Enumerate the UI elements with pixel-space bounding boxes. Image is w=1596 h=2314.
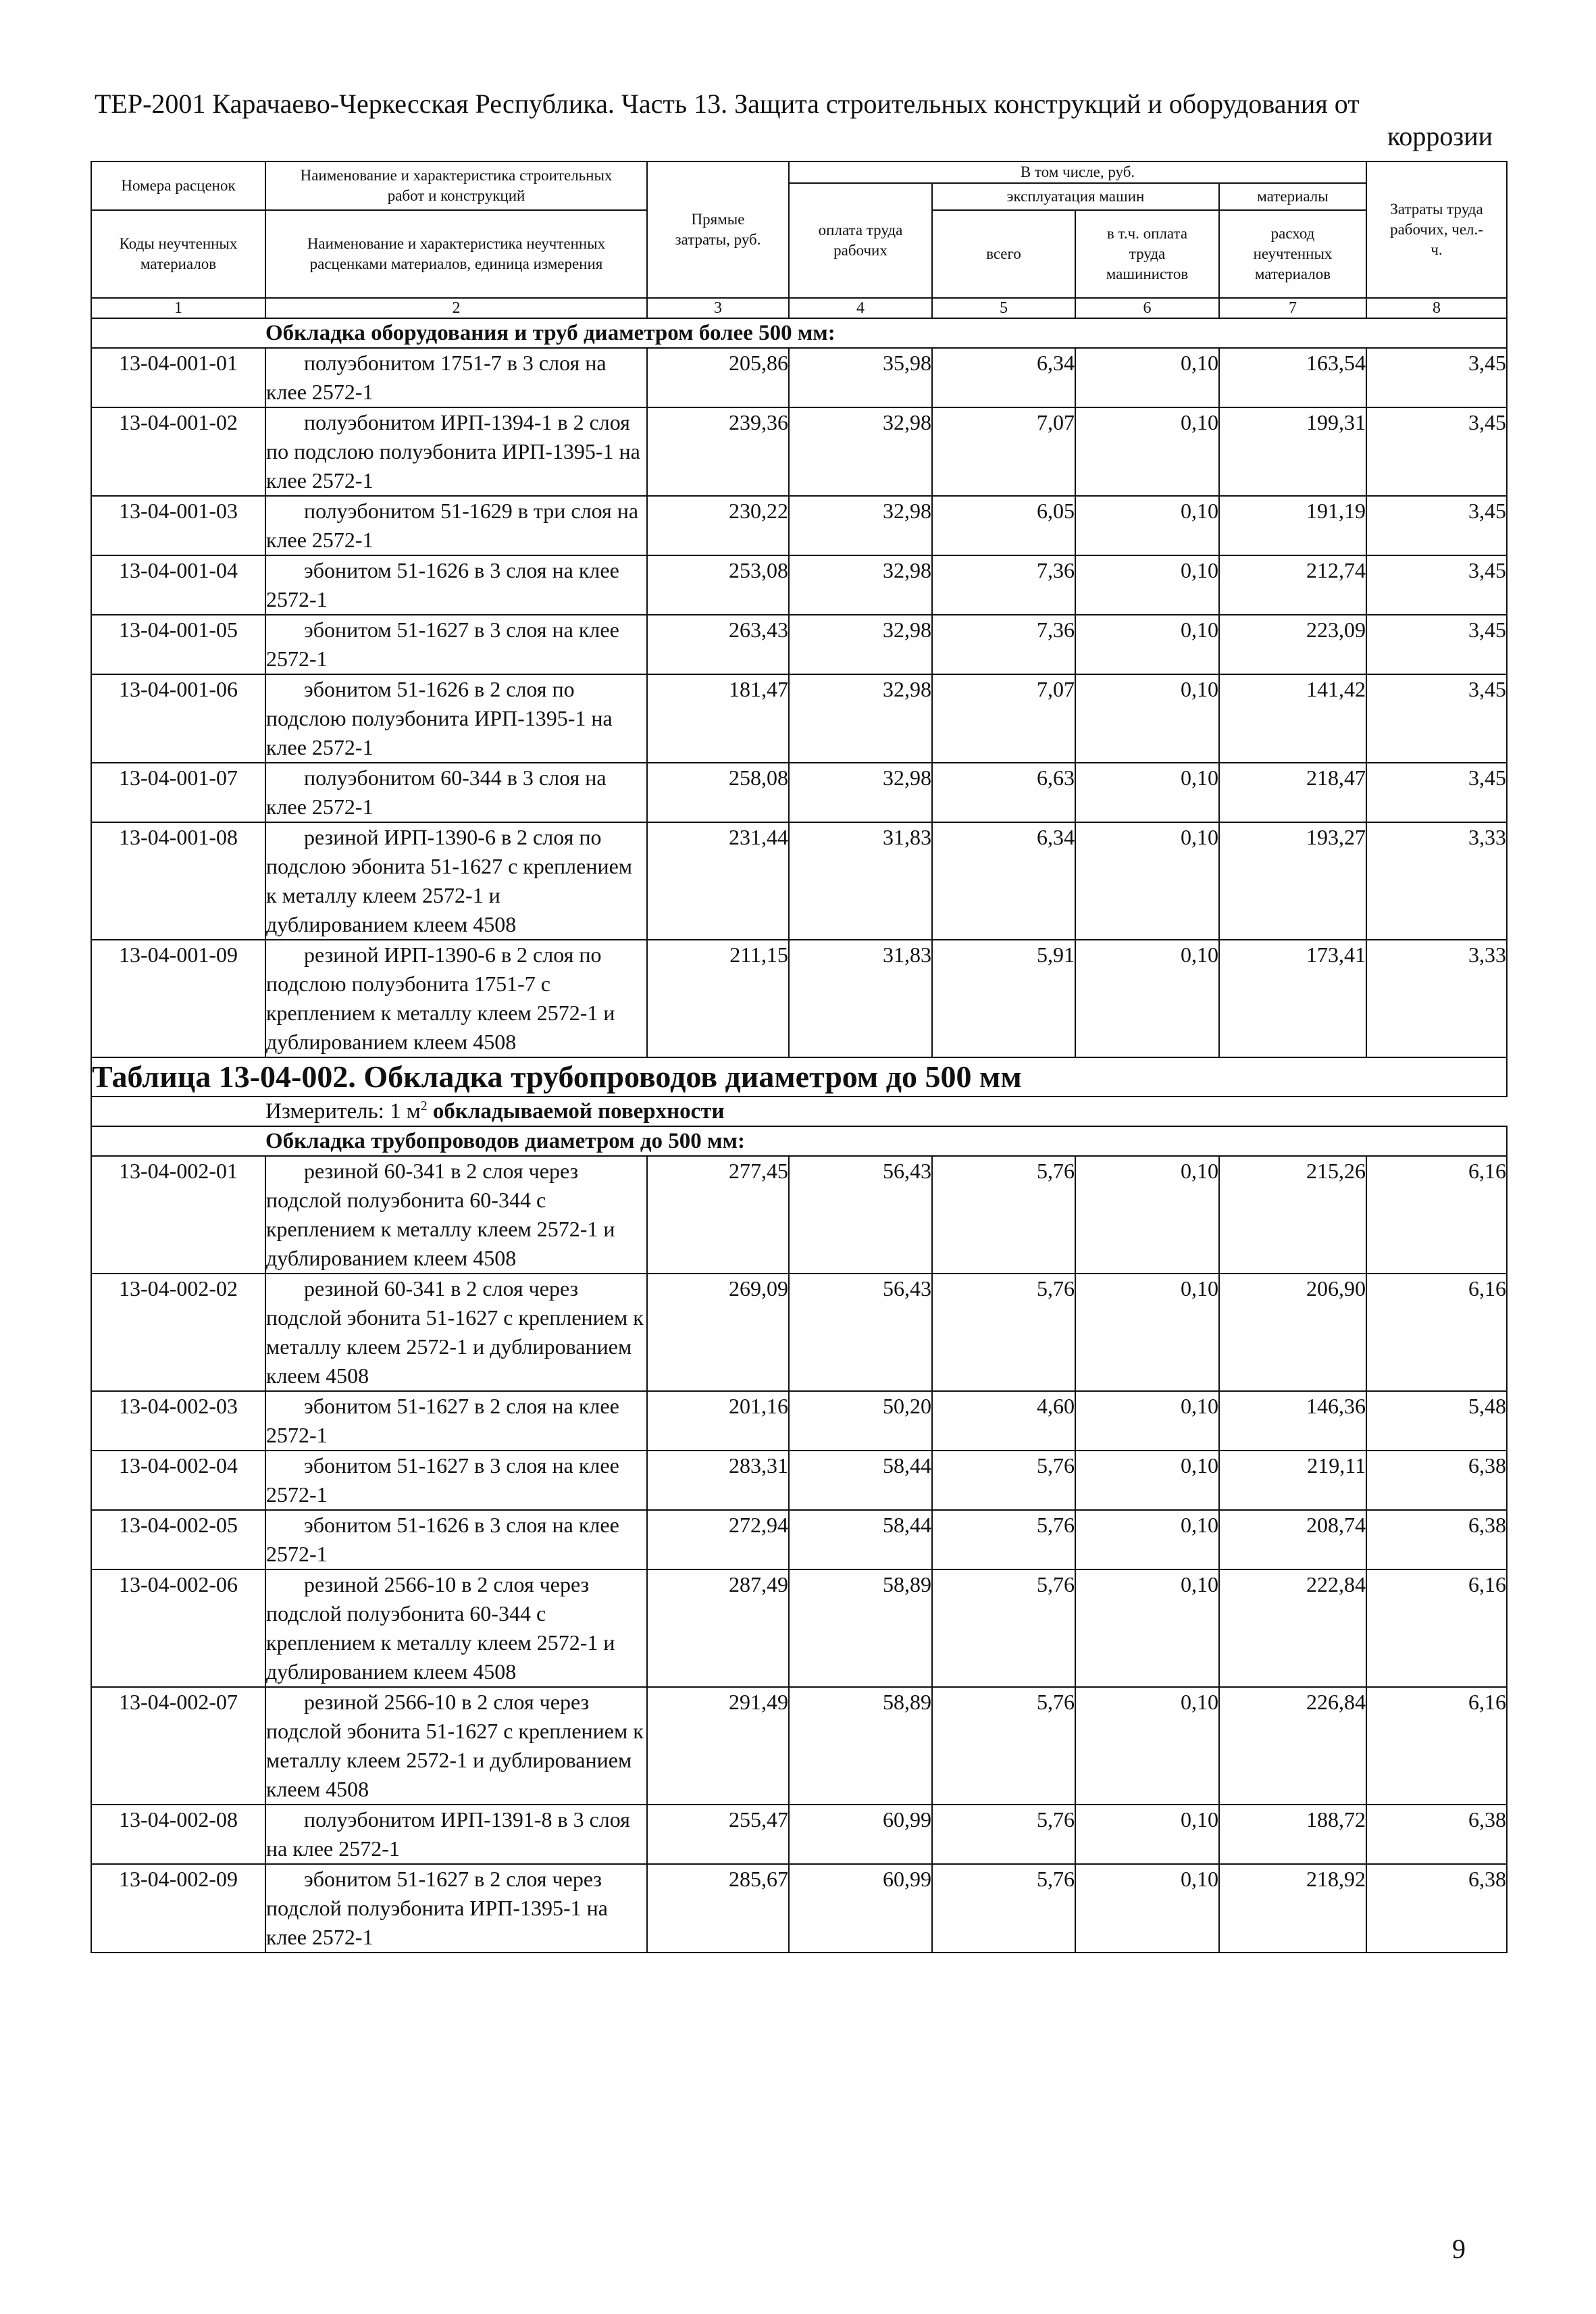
work-description: эбонитом 51-1626 в 2 слоя по подслою полуэбонита ИРП-1395-1 на клее 2572-1 xyxy=(265,674,647,763)
table-row xyxy=(91,1864,1507,1953)
col7-header: расход неучтенных материалов xyxy=(1219,210,1366,298)
machinist-pay: 0,10 xyxy=(1075,496,1219,555)
machinist-pay: 0,10 xyxy=(1075,1156,1219,1274)
labor-pay: 50,20 xyxy=(789,1391,932,1451)
table-row xyxy=(91,348,1507,407)
col5-header: всего xyxy=(932,210,1075,298)
labor-pay: 58,89 xyxy=(789,1687,932,1805)
work-description: резиной 2566-10 в 2 слоя через подслой эбонита 51-1627 с креплением к металлу клеем 2572-1 и дублированием клеем 4508 xyxy=(265,1687,647,1805)
machine-costs: 5,91 xyxy=(932,940,1075,1057)
table-row xyxy=(91,1805,1507,1864)
machinist-pay: 0,10 xyxy=(1075,1864,1219,1953)
direct-costs: 255,47 xyxy=(647,1805,789,1864)
machine-costs: 7,36 xyxy=(932,555,1075,615)
labor-pay: 32,98 xyxy=(789,763,932,822)
labor-pay: 56,43 xyxy=(789,1156,932,1274)
materials-cost: 212,74 xyxy=(1219,555,1366,615)
direct-costs: 269,09 xyxy=(647,1274,789,1391)
direct-costs: 181,47 xyxy=(647,674,789,763)
table-row xyxy=(91,1274,1507,1391)
labor-hours: 6,38 xyxy=(1366,1510,1507,1569)
labor-pay: 31,83 xyxy=(789,940,932,1057)
direct-costs: 258,08 xyxy=(647,763,789,822)
direct-costs: 253,08 xyxy=(647,555,789,615)
labor-pay: 60,99 xyxy=(789,1805,932,1864)
machinist-pay: 0,10 xyxy=(1075,1687,1219,1805)
table-row xyxy=(91,496,1507,555)
machinist-pay: 0,10 xyxy=(1075,1805,1219,1864)
machine-costs: 5,76 xyxy=(932,1451,1075,1510)
machine-costs: 6,34 xyxy=(932,822,1075,940)
labor-pay: 32,98 xyxy=(789,496,932,555)
machinist-pay: 0,10 xyxy=(1075,940,1219,1057)
work-description: эбонитом 51-1626 в 3 слоя на клее 2572-1 xyxy=(265,1510,647,1569)
col3-header: Прямые затраты, руб. xyxy=(647,161,789,298)
machine-costs: 5,76 xyxy=(932,1805,1075,1864)
materials-cost: 222,84 xyxy=(1219,1569,1366,1687)
work-description: эбонитом 51-1626 в 3 слоя на клее 2572-1 xyxy=(265,555,647,615)
direct-costs: 263,43 xyxy=(647,615,789,674)
machine-costs: 5,76 xyxy=(932,1569,1075,1687)
machinist-pay: 0,10 xyxy=(1075,1510,1219,1569)
work-description: резиной ИРП-1390-6 в 2 слоя по подслою полуэбонита 1751-7 с креплением к металлу клеем 2572-1 и дублированием клеем 4508 xyxy=(265,940,647,1057)
machinist-pay: 0,10 xyxy=(1075,822,1219,940)
direct-costs: 201,16 xyxy=(647,1391,789,1451)
col4-header: оплата труда рабочих xyxy=(789,183,932,298)
materials-cost: 223,09 xyxy=(1219,615,1366,674)
col2-top-header: Наименование и характеристика строительных работ и конструкций xyxy=(265,161,647,210)
rate-code: 13-04-002-07 xyxy=(91,1687,265,1805)
machine-costs: 5,76 xyxy=(932,1864,1075,1953)
rate-code: 13-04-002-09 xyxy=(91,1864,265,1953)
direct-costs: 205,86 xyxy=(647,348,789,407)
rate-code: 13-04-001-01 xyxy=(91,348,265,407)
table-header xyxy=(91,161,1507,318)
materials-cost: 188,72 xyxy=(1219,1805,1366,1864)
column-number: 3 xyxy=(647,298,789,318)
column-number: 6 xyxy=(1075,298,1219,318)
labor-hours: 6,38 xyxy=(1366,1451,1507,1510)
machinist-pay: 0,10 xyxy=(1075,1451,1219,1510)
labor-hours: 5,48 xyxy=(1366,1391,1507,1451)
labor-pay: 60,99 xyxy=(789,1864,932,1953)
labor-pay: 32,98 xyxy=(789,555,932,615)
table-row xyxy=(91,674,1507,763)
page-number: 9 xyxy=(1452,2234,1466,2264)
materials-cost: 226,84 xyxy=(1219,1687,1366,1805)
rate-code: 13-04-002-03 xyxy=(91,1391,265,1451)
materials-cost: 208,74 xyxy=(1219,1510,1366,1569)
work-description: полуэбонитом 51-1629 в три слоя на клее 2572-1 xyxy=(265,496,647,555)
labor-hours: 6,16 xyxy=(1366,1274,1507,1391)
labor-hours: 3,45 xyxy=(1366,407,1507,496)
column-number: 4 xyxy=(789,298,932,318)
section1-body xyxy=(91,318,1507,348)
materials-cost: 146,36 xyxy=(1219,1391,1366,1451)
labor-pay: 58,44 xyxy=(789,1510,932,1569)
labor-pay: 58,89 xyxy=(789,1569,932,1687)
section2-heading: Обкладка трубопроводов диаметром до 500 мм: xyxy=(265,1126,1507,1156)
materials-cost: 173,41 xyxy=(1219,940,1366,1057)
work-description: эбонитом 51-1627 в 2 слоя на клее 2572-1 xyxy=(265,1391,647,1451)
work-description: эбонитом 51-1627 в 2 слоя через подслой полуэбонита ИРП-1395-1 на клее 2572-1 xyxy=(265,1864,647,1953)
machine-costs: 5,76 xyxy=(932,1156,1075,1274)
table-row xyxy=(91,1510,1507,1569)
work-description: полуэбонитом 1751-7 в 3 слоя на клее 2572-1 xyxy=(265,348,647,407)
labor-hours: 3,33 xyxy=(1366,940,1507,1057)
materials-cost: 141,42 xyxy=(1219,674,1366,763)
direct-costs: 277,45 xyxy=(647,1156,789,1274)
machine-costs: 5,76 xyxy=(932,1687,1075,1805)
materials-cost: 163,54 xyxy=(1219,348,1366,407)
materials-cost: 215,26 xyxy=(1219,1156,1366,1274)
section1-heading: Обкладка оборудования и труб диаметром более 500 мм: xyxy=(265,318,1507,348)
direct-costs: 283,31 xyxy=(647,1451,789,1510)
rate-code: 13-04-001-04 xyxy=(91,555,265,615)
direct-costs: 231,44 xyxy=(647,822,789,940)
table2-meter: Измеритель: 1 $м^2$ обкладываемой поверхности xyxy=(265,1097,1507,1126)
materials-cost: 218,47 xyxy=(1219,763,1366,822)
machine-costs: 6,05 xyxy=(932,496,1075,555)
machinist-pay: 0,10 xyxy=(1075,348,1219,407)
materials-header: материалы xyxy=(1219,183,1366,210)
machinist-pay: 0,10 xyxy=(1075,1391,1219,1451)
labor-hours: 3,45 xyxy=(1366,348,1507,407)
labor-pay: 35,98 xyxy=(789,348,932,407)
materials-cost: 191,19 xyxy=(1219,496,1366,555)
labor-hours: 6,16 xyxy=(1366,1569,1507,1687)
col6-header: в т.ч. оплата труда машинистов xyxy=(1075,210,1219,298)
section2-rows xyxy=(91,1156,1507,1953)
table-row xyxy=(91,940,1507,1057)
col8-header: Затраты труда рабочих, чел.-ч. xyxy=(1366,161,1507,298)
direct-costs: 272,94 xyxy=(647,1510,789,1569)
direct-costs: 230,22 xyxy=(647,496,789,555)
table-row xyxy=(91,1451,1507,1510)
document-title-continuation: коррозии xyxy=(1387,121,1493,151)
page-header xyxy=(95,88,1493,153)
labor-pay: 31,83 xyxy=(789,822,932,940)
work-description: полуэбонитом 60-344 в 3 слоя на клее 2572-1 xyxy=(265,763,647,822)
document-title: ТЕР-2001 Карачаево-Черкесская Республика. Часть 13. Защита строительных конструкций и оборудования от xyxy=(95,89,1360,119)
materials-cost: 219,11 xyxy=(1219,1451,1366,1510)
machinist-pay: 0,10 xyxy=(1075,1569,1219,1687)
rate-code: 13-04-002-01 xyxy=(91,1156,265,1274)
labor-pay: 32,98 xyxy=(789,615,932,674)
machinist-pay: 0,10 xyxy=(1075,1274,1219,1391)
machine-costs: 6,63 xyxy=(932,763,1075,822)
rate-code: 13-04-002-02 xyxy=(91,1274,265,1391)
labor-hours: 3,45 xyxy=(1366,555,1507,615)
work-description: резиной ИРП-1390-6 в 2 слоя по подслою эбонита 51-1627 с креплением к металлу клеем 2572-1 и дублированием клеем 4508 xyxy=(265,822,647,940)
direct-costs: 211,15 xyxy=(647,940,789,1057)
column-number: 5 xyxy=(932,298,1075,318)
machine-costs: 7,07 xyxy=(932,407,1075,496)
rate-code: 13-04-001-06 xyxy=(91,674,265,763)
column-number: 2 xyxy=(265,298,647,318)
section1-rows xyxy=(91,348,1507,1057)
table-row xyxy=(91,822,1507,940)
machinist-pay: 0,10 xyxy=(1075,763,1219,822)
col1-bottom-header: Коды неучтенных материалов xyxy=(91,210,265,298)
rate-code: 13-04-001-07 xyxy=(91,763,265,822)
work-description: эбонитом 51-1627 в 3 слоя на клее 2572-1 xyxy=(265,615,647,674)
table-row xyxy=(91,763,1507,822)
rate-code: 13-04-001-08 xyxy=(91,822,265,940)
rate-code: 13-04-002-04 xyxy=(91,1451,265,1510)
including-header: В том числе, руб. xyxy=(789,161,1366,183)
rate-code: 13-04-001-03 xyxy=(91,496,265,555)
direct-costs: 239,36 xyxy=(647,407,789,496)
rate-code: 13-04-002-05 xyxy=(91,1510,265,1569)
column-number: 7 xyxy=(1219,298,1366,318)
table-row xyxy=(91,1687,1507,1805)
direct-costs: 287,49 xyxy=(647,1569,789,1687)
rate-code: 13-04-001-09 xyxy=(91,940,265,1057)
materials-cost: 218,92 xyxy=(1219,1864,1366,1953)
column-number: 8 xyxy=(1366,298,1507,318)
machinist-pay: 0,10 xyxy=(1075,615,1219,674)
column-number: 1 xyxy=(91,298,265,318)
materials-cost: 206,90 xyxy=(1219,1274,1366,1391)
machines-header: эксплуатация машин xyxy=(932,183,1219,210)
labor-pay: 32,98 xyxy=(789,407,932,496)
table-row xyxy=(91,1391,1507,1451)
rate-code: 13-04-001-05 xyxy=(91,615,265,674)
labor-hours: 6,38 xyxy=(1366,1805,1507,1864)
machinist-pay: 0,10 xyxy=(1075,407,1219,496)
work-description: эбонитом 51-1627 в 3 слоя на клее 2572-1 xyxy=(265,1451,647,1510)
labor-pay: 32,98 xyxy=(789,674,932,763)
machinist-pay: 0,10 xyxy=(1075,555,1219,615)
column-numbers-row xyxy=(91,298,1507,318)
work-description: полуэбонитом ИРП-1394-1 в 2 слоя по подслою полуэбонита ИРП-1395-1 на клее 2572-1 xyxy=(265,407,647,496)
labor-pay: 56,43 xyxy=(789,1274,932,1391)
machine-costs: 7,36 xyxy=(932,615,1075,674)
work-description: резиной 60-341 в 2 слоя через подслой полуэбонита 60-344 с креплением к металлу клеем 2572-1 и дублированием клеем 4508 xyxy=(265,1156,647,1274)
machine-costs: 7,07 xyxy=(932,674,1075,763)
table-row xyxy=(91,1569,1507,1687)
labor-hours: 6,16 xyxy=(1366,1687,1507,1805)
col1-top-header: Номера расценок xyxy=(91,161,265,210)
machine-costs: 5,76 xyxy=(932,1510,1075,1569)
labor-hours: 3,45 xyxy=(1366,674,1507,763)
col2-bottom-header: Наименование и характеристика неучтенных расценками материалов, единица измерения xyxy=(265,210,647,298)
materials-cost: 193,27 xyxy=(1219,822,1366,940)
labor-hours: 6,38 xyxy=(1366,1864,1507,1953)
rate-code: 13-04-001-02 xyxy=(91,407,265,496)
labor-hours: 3,33 xyxy=(1366,822,1507,940)
work-description: полуэбонитом ИРП-1391-8 в 3 слоя на клее 2572-1 xyxy=(265,1805,647,1864)
labor-hours: 3,45 xyxy=(1366,615,1507,674)
table-row xyxy=(91,555,1507,615)
labor-hours: 6,16 xyxy=(1366,1156,1507,1274)
work-description: резиной 60-341 в 2 слоя через подслой эбонита 51-1627 с креплением к металлу клеем 2572-1 и дублированием клеем 4508 xyxy=(265,1274,647,1391)
machinist-pay: 0,10 xyxy=(1075,674,1219,763)
labor-hours: 3,45 xyxy=(1366,763,1507,822)
rates-table xyxy=(91,161,1508,1953)
materials-cost: 199,31 xyxy=(1219,407,1366,496)
table-row xyxy=(91,615,1507,674)
table-row xyxy=(91,407,1507,496)
labor-hours: 3,45 xyxy=(1366,496,1507,555)
labor-pay: 58,44 xyxy=(789,1451,932,1510)
direct-costs: 285,67 xyxy=(647,1864,789,1953)
table2-body xyxy=(91,1057,1507,1156)
direct-costs: 291,49 xyxy=(647,1687,789,1805)
machine-costs: 6,34 xyxy=(932,348,1075,407)
machine-costs: 5,76 xyxy=(932,1274,1075,1391)
rate-code: 13-04-002-06 xyxy=(91,1569,265,1687)
machine-costs: 4,60 xyxy=(932,1391,1075,1451)
work-description: резиной 2566-10 в 2 слоя через подслой полуэбонита 60-344 с креплением к металлу клеем 2572-1 и дублированием клеем 4508 xyxy=(265,1569,647,1687)
table-row xyxy=(91,1156,1507,1274)
rate-code: 13-04-002-08 xyxy=(91,1805,265,1864)
table2-title: Таблица 13-04-002. Обкладка трубопроводов диаметром до 500 мм xyxy=(91,1057,1507,1097)
